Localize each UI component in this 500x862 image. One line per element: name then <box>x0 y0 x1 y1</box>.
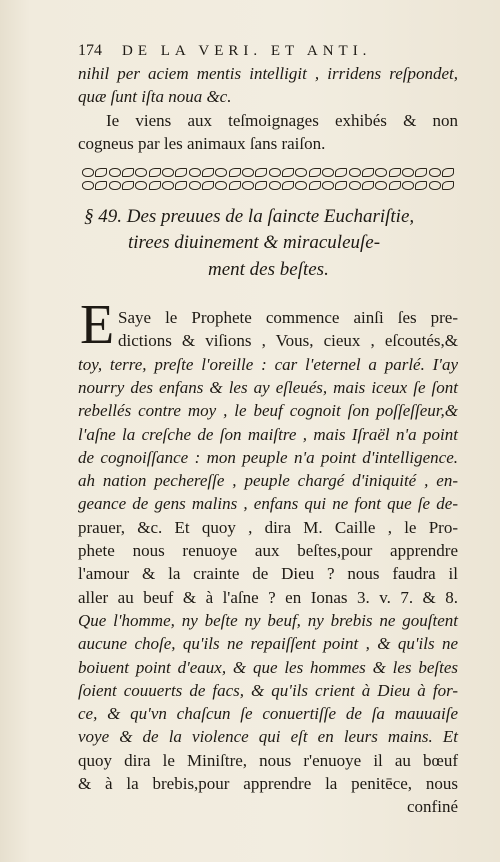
ornament-glyph <box>282 168 294 177</box>
ornament-glyph <box>269 168 281 177</box>
ornament-glyph <box>95 168 107 177</box>
ornament-glyph <box>95 181 107 190</box>
text-line: quoy dira le Miniſtre, nous r'enuoye il au bœuf <box>78 750 458 770</box>
ornament-glyph <box>109 181 121 190</box>
ornament-glyph <box>149 181 161 190</box>
running-header <box>78 42 418 60</box>
ornament-glyph <box>402 181 414 190</box>
ornament-glyph <box>242 168 254 177</box>
text-line: aucune choſe, qu'ils ne repaiſſent point , & qu'ils ne <box>78 634 458 654</box>
text-line: Ie viens aux teſmoignages exhibés & non <box>106 111 458 130</box>
text-line: aller au beuf & à l'aſne ? en Ionas 3. v. 7. & 8. <box>78 587 458 607</box>
ornament-glyph <box>295 181 307 190</box>
ornament-glyph <box>202 168 214 177</box>
text-line: quæ ſunt iſta noua &c. <box>78 87 232 106</box>
ornament-glyph <box>335 168 347 177</box>
ornament-glyph <box>215 168 227 177</box>
ornament-glyph <box>82 168 94 177</box>
ornament-glyph <box>429 168 441 177</box>
page-number: 174 <box>78 42 102 59</box>
ornament-glyph <box>282 181 294 190</box>
ornament-glyph <box>189 181 201 190</box>
ornament-glyph <box>109 168 121 177</box>
text-line: de cognoiſſance : mon peuple n'a point d'intelligence. <box>78 447 458 467</box>
ornament-glyph <box>229 168 241 177</box>
ornament-glyph <box>229 181 241 190</box>
ornament-glyph <box>442 181 454 190</box>
ornament-glyph <box>322 181 334 190</box>
ornament-glyph <box>135 168 147 177</box>
ornament-glyph <box>122 181 134 190</box>
text-line: boiuent point d'eaux, & que les hommes & les beſtes <box>78 657 458 677</box>
ornament-row <box>82 181 454 190</box>
ornament-glyph <box>362 168 374 177</box>
ornament-glyph <box>202 181 214 190</box>
ornament-glyph <box>255 168 267 177</box>
ornament-glyph <box>349 181 361 190</box>
ornament-glyph <box>82 181 94 190</box>
ornament-glyph <box>295 168 307 177</box>
text-line: nihil per aciem mentis intelligit , irridens reſpondet, <box>78 64 458 83</box>
ornament-glyph <box>362 181 374 190</box>
ornament-glyph <box>375 181 387 190</box>
ornament-glyph <box>389 181 401 190</box>
ornament-glyph <box>135 181 147 190</box>
text-line: l'amour & la crainte de Dieu ? nous faudra il <box>78 564 458 584</box>
ornament-row <box>82 168 454 177</box>
ornament-glyph <box>255 181 267 190</box>
text-line: nourry des enfans & les ay eſleués, mais iceux ſe ſont <box>78 377 458 397</box>
ornament-glyph <box>162 168 174 177</box>
text-line: rebellés contre moy , le beuf cognoit ſon poſſeſſeur,& <box>78 401 458 421</box>
text-line: & à la brebis,pour apprendre la penitēce, nous <box>78 774 458 793</box>
text-line: confiné <box>407 797 458 817</box>
ornament-glyph <box>242 181 254 190</box>
section-heading-line: ment des beſtes. <box>208 259 329 280</box>
ornament-glyph <box>175 181 187 190</box>
text-line: Que l'homme, ny beſte ny beuf, ny brebis ne gouſtent <box>78 610 458 630</box>
ornament-glyph <box>402 168 414 177</box>
ornament-glyph <box>189 168 201 177</box>
ornament-glyph <box>415 181 427 190</box>
text-line: ce, & qu'vn chaſcun ſe conuertiſſe de ſa mauuaiſe <box>78 704 458 724</box>
text-line: geance de gens malins , enfans qui ne font que ſe de- <box>78 494 458 514</box>
section-heading-line: tirees diuinement & miraculeuſe- <box>128 232 381 253</box>
text-line: phete nous renuoye aux beſtes,pour apprendre <box>78 541 458 560</box>
ornament-glyph <box>322 168 334 177</box>
ornament-glyph <box>429 181 441 190</box>
text-line: dictions & viſions , Vous, cieux , eſcoutés,& <box>118 331 458 351</box>
text-line: toy, terre, preſte l'oreille : car l'eternel a parlé. I'ay <box>78 354 458 374</box>
ornament-glyph <box>415 168 427 177</box>
ornament-glyph <box>175 168 187 177</box>
ornament-glyph <box>122 168 134 177</box>
ornament-glyph <box>215 181 227 190</box>
section-heading-line: § 49. Des preuues de la ſaincte Euchariſtie, <box>84 206 415 227</box>
text-line: ſoient couuerts de facs, & qu'ils crient à Dieu à for- <box>78 680 458 700</box>
ornament-glyph <box>335 181 347 190</box>
text-line: l'aſne la creſche de ſon maiſtre , mais Iſraël n'a point <box>78 424 458 444</box>
ornament-glyph <box>309 168 321 177</box>
ornament-glyph <box>309 181 321 190</box>
ornament-glyph <box>442 168 454 177</box>
ornament-glyph <box>162 181 174 190</box>
drop-cap: E <box>80 294 115 356</box>
running-title: DE LA VERI. ET ANTI. <box>122 43 372 59</box>
ornament-glyph <box>375 168 387 177</box>
text-line: ah nation pechereſſe , peuple chargé d'iniquité , en- <box>78 471 458 491</box>
ornament-glyph <box>349 168 361 177</box>
text-line: Saye le Prophete commence ainſi ſes pre- <box>118 308 458 327</box>
ornament-glyph <box>149 168 161 177</box>
text-line: prauer, &c. Et quoy , dira M. Caille , le Pro- <box>78 517 458 537</box>
ornament-glyph <box>389 168 401 177</box>
ornamental-band <box>82 168 454 190</box>
text-line: cogneus par les animaux ſans raiſon. <box>78 134 326 153</box>
text-line: voye & de la violence qui eſt en leurs mains. Et <box>78 727 458 747</box>
ornament-glyph <box>269 181 281 190</box>
